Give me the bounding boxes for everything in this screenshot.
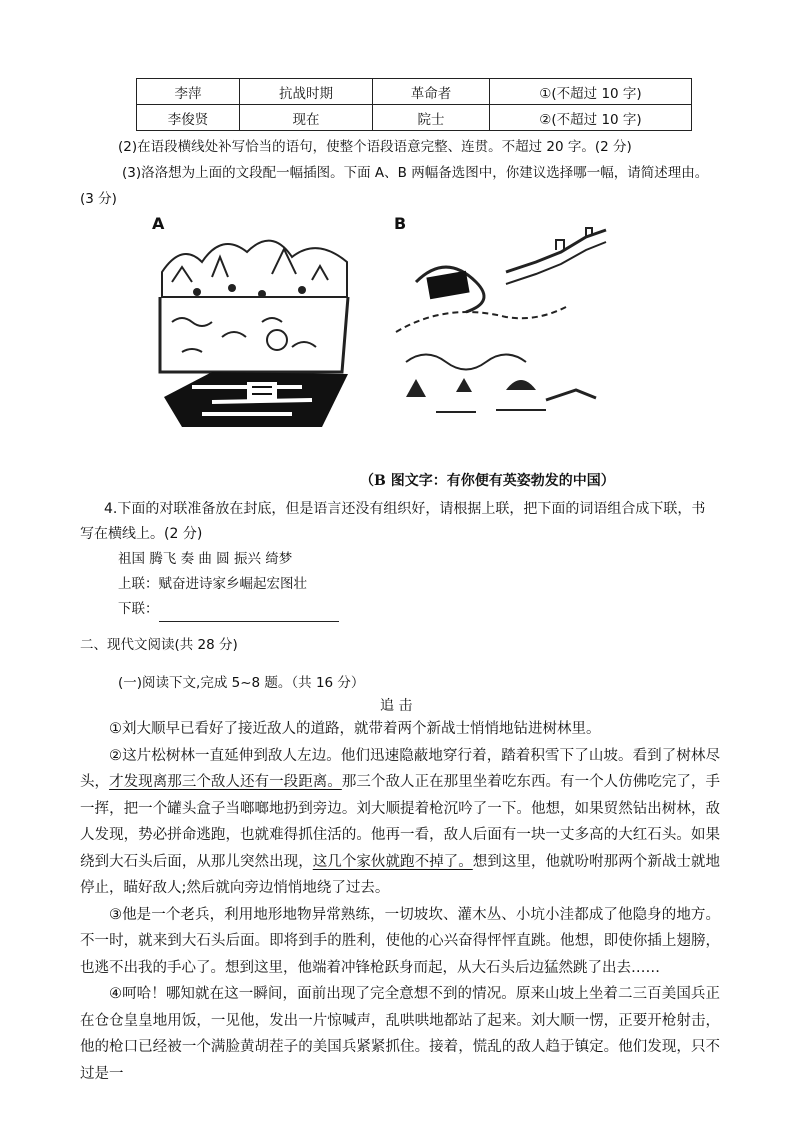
underlined-text: 这几个家伙就跑不掉了。 [312,853,473,870]
table-cell: 李俊贤 [137,105,240,131]
table-cell: 院士 [373,105,490,131]
table-cell: 现在 [240,105,373,131]
table-cell: ①(不超过 10 字) [490,79,692,105]
table-cell: 抗战时期 [240,79,373,105]
figure-a-illustration [152,222,354,434]
figure-b-caption: （B 图文字：有你便有英姿勃发的中国） [360,473,615,489]
table-cell: 李萍 [137,79,240,105]
word-list: 祖国 腾飞 奏 曲 圆 振兴 绮梦 [118,551,293,567]
upper-couplet: 上联：赋奋进诗家乡崛起宏图壮 [118,576,307,592]
table-row [137,105,692,131]
lower-couplet-label: 下联： [118,601,159,617]
table-cell: ②(不超过 10 字) [490,105,692,131]
paragraph-3: ③他是一个老兵，利用地形地物异常熟练，一切坡坎、灌木丛、小坑小洼都成了他隐身的地方。不一时，就来到大石头后面。即将到手的胜利，使他的心兴奋得怦怦直跳。他想，即使你插上翅膀，也逃不出我的手心了。想到这里，他端着冲锋枪跃身而起，从大石头后边猛然跳了出去…… [80,906,720,976]
lower-couplet [118,596,758,622]
story-body [80,716,720,1087]
question-4-cont: 写在横线上。(2 分) [80,526,203,542]
paragraph-2: ②这片松树林一直延伸到敌人左边。他们迅速隐蔽地穿行着，踏着积雪下了山坡。看到了树林尽头，才发现离那三个敌人还有一段距离。那三个敌人正在那里坐着吃东西。有一个人仿佛吃完了，手一挥，把一个罐头盒子当啷啷地扔到旁边。刘大顺提着枪沉吟了一下。他想，如果贸然钻出树林，敌人发现，势必拼命逃跑，也就难得抓住活的。他再一看，敌人后面有一块一丈多高的大红石头。如果绕到大石头后面，从那儿突然出现，这几个家伙就跑不掉了。想到这里，他就吩咐那两个新战士就地停止，瞄好敌人;然后就向旁边悄悄地绕了过去。 [80,747,721,896]
subsection-heading: (一)阅读下文,完成 5~8 题。（共 16 分） [118,675,365,691]
paragraph-4: ④呵哈！哪知就在这一瞬间，面前出现了完全意想不到的情况。原来山坡上坐着二三百美国兵正在仓仓皇皇地用饭，一见他，发出一片惊喊声，乱哄哄地都站了起来。刘大顺一愣，正要开枪射击，他的枪口已经被一个满脸黄胡茬子的美国兵紧紧抓住。接着，慌乱的敌人趋于镇定。他们发现，只不过是一 [80,986,720,1082]
story-title: 追 击 [380,698,413,714]
figure-b-illustration [386,222,616,422]
paragraph-1: ①刘大顺早已看好了接近敌人的道路，就带着两个新战士悄悄地钻进树林里。 [109,721,601,737]
info-table [136,78,692,131]
section-heading: 二、现代文阅读(共 28 分) [80,637,238,653]
table-cell: 革命者 [373,79,490,105]
underlined-text: 才发现离那三个敌人还有一段距离。 [109,774,342,790]
figure-b-label: B [394,214,407,233]
question-2: (2)在语段横线处补写恰当的语句，使整个语段语意完整、连贯。不超过 20 字。(2 分) [118,139,632,155]
figure-a-label: A [152,214,165,233]
table-row [137,79,692,105]
question-3-score: (3 分) [80,191,117,207]
question-4: 4.下面的对联准备放在封底，但是语言还没有组织好，请根据上联，把下面的词语组合成下联，书 [104,501,706,517]
answer-blank[interactable] [159,605,339,622]
question-3: (3)洛洛想为上面的文段配一幅插图。下面 A、B 两幅备选图中，你建议选择哪一幅，请简述理由。 [122,165,709,181]
